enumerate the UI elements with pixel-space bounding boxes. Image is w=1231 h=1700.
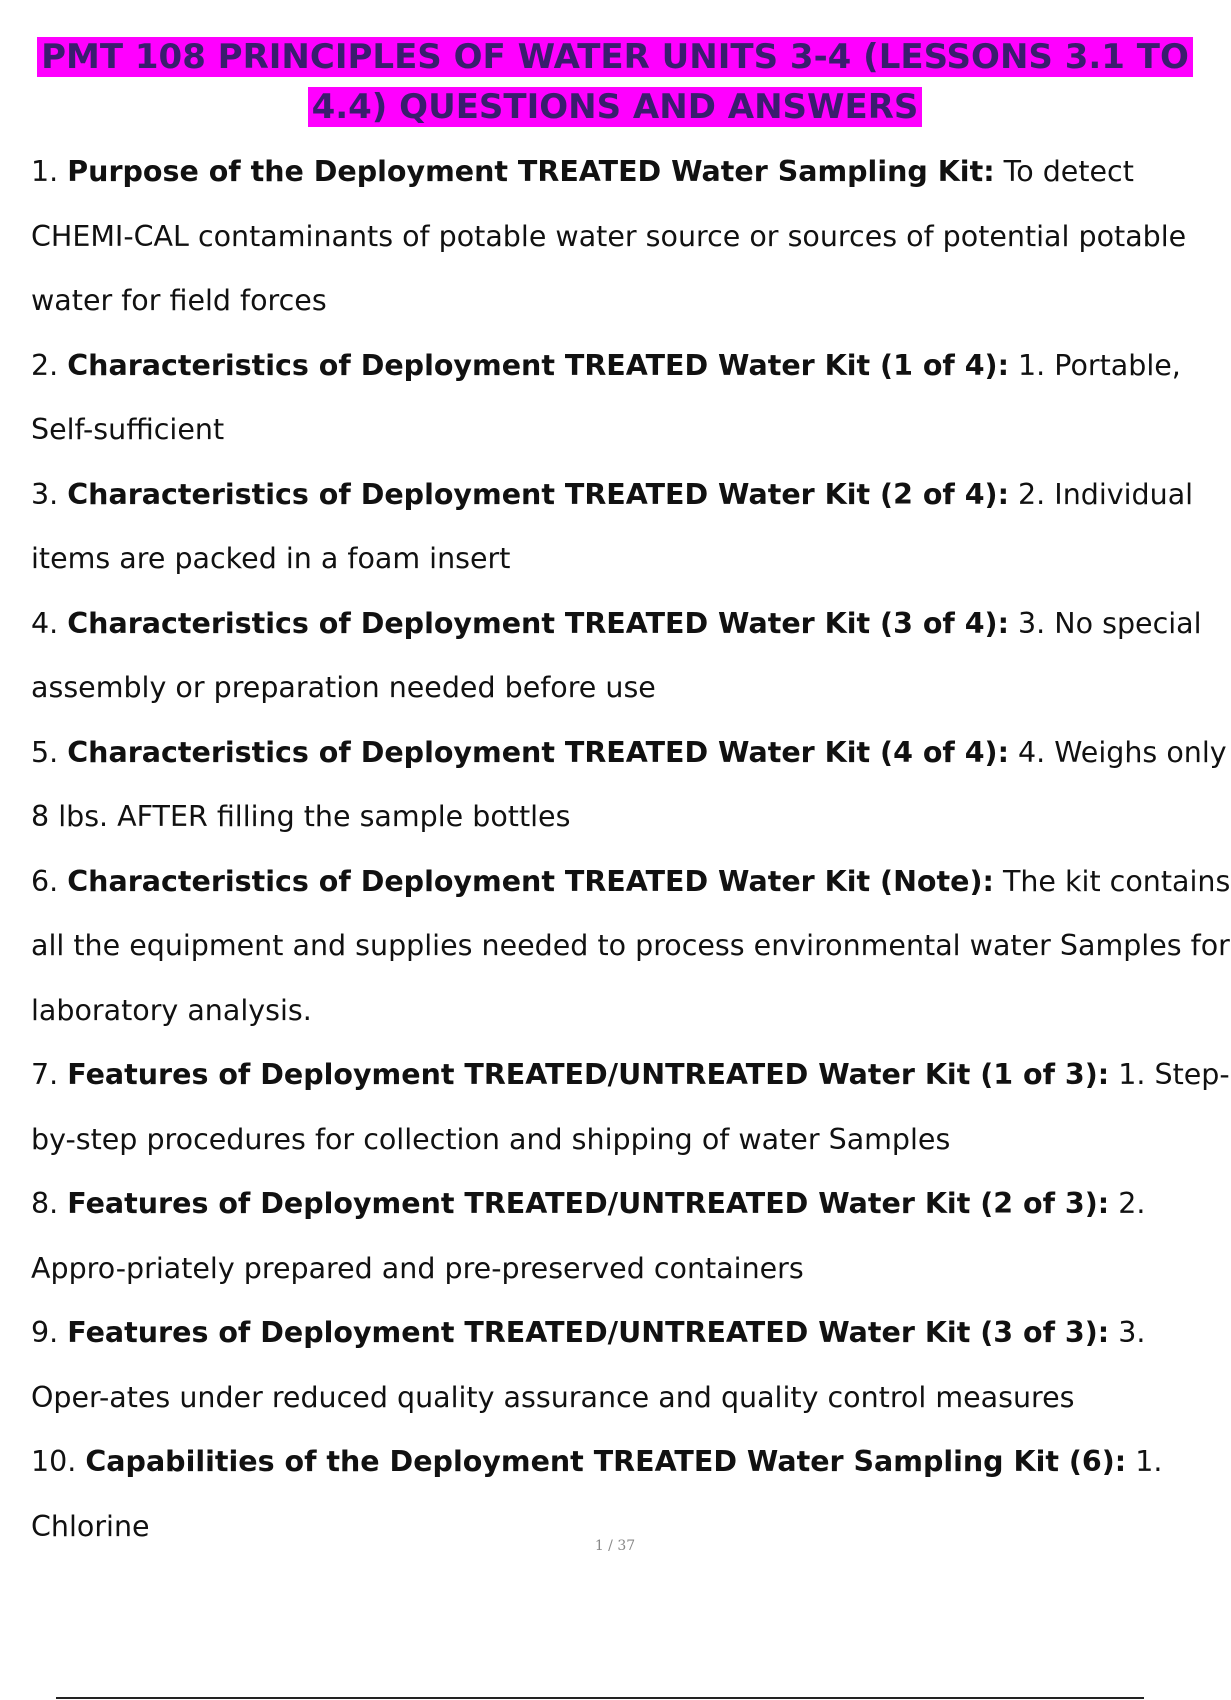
item-number: 10. xyxy=(31,1445,77,1478)
item-question: Characteristics of Deployment TREATED Water Kit (1 of 4): xyxy=(67,348,1009,382)
item-answer: 4. Weighs only 8 lbs. AFTER filling the sample bottles xyxy=(31,735,1227,833)
item-number: 8. xyxy=(31,1187,59,1220)
footer-divider xyxy=(56,1697,1144,1699)
title-line-2: 4.4) QUESTIONS AND ANSWERS xyxy=(308,87,923,127)
item-answer: 1. Chlorine xyxy=(31,1445,1163,1543)
item-question: Capabilities of the Deployment TREATED Water Sampling Kit (6): xyxy=(85,1445,1127,1478)
item-question: Features of Deployment TREATED/UNTREATED Water Kit (2 of 3): xyxy=(67,1187,1110,1220)
item-question: Characteristics of Deployment TREATED Water Kit (2 of 4): xyxy=(67,477,1009,511)
item-answer: The kit contains all the equipment and supplies needed to process environmental water Samples for laboratory analysis. xyxy=(31,864,1231,1027)
document-title xyxy=(0,32,1230,132)
item-answer: 3. No special assembly or preparation needed before use xyxy=(31,606,1202,704)
item-number: 9. xyxy=(31,1316,59,1349)
item-number: 4. xyxy=(31,606,59,640)
qa-item xyxy=(31,592,1231,721)
item-question: Characteristics of Deployment TREATED Water Kit (Note): xyxy=(67,864,994,898)
qa-item xyxy=(31,850,1231,1044)
qa-item xyxy=(31,140,1231,334)
item-answer: 2. Individual items are packed in a foam insert xyxy=(31,477,1194,575)
qa-item xyxy=(31,463,1231,592)
item-number: 6. xyxy=(31,864,59,898)
item-answer: 3. Oper-ates under reduced quality assurance and quality control measures xyxy=(31,1316,1146,1414)
qa-list xyxy=(31,140,1231,1559)
item-number: 5. xyxy=(31,735,59,769)
item-answer: 2. Appro-priately prepared and pre-preserved containers xyxy=(31,1187,1146,1285)
item-number: 1. xyxy=(31,155,59,188)
qa-item xyxy=(31,1172,1231,1301)
qa-item xyxy=(31,1301,1231,1430)
item-question: Characteristics of Deployment TREATED Water Kit (3 of 4): xyxy=(67,606,1009,640)
qa-item xyxy=(31,1043,1231,1172)
item-question: Purpose of the Deployment TREATED Water Sampling Kit: xyxy=(67,155,995,188)
item-question: Features of Deployment TREATED/UNTREATED Water Kit (3 of 3): xyxy=(67,1316,1110,1349)
item-question: Features of Deployment TREATED/UNTREATED Water Kit (1 of 3): xyxy=(67,1058,1110,1091)
item-question: Characteristics of Deployment TREATED Water Kit (4 of 4): xyxy=(67,735,1009,769)
page-number: 1 / 37 xyxy=(594,1538,636,1554)
qa-item xyxy=(31,334,1231,463)
item-answer: 1. Step-by-step procedures for collection and shipping of water Samples xyxy=(31,1058,1230,1156)
item-number: 7. xyxy=(31,1058,59,1091)
item-number: 3. xyxy=(31,477,59,511)
item-answer: 1. Portable, Self-sufficient xyxy=(31,348,1181,446)
qa-item xyxy=(31,721,1231,850)
title-line-1: PMT 108 PRINCIPLES OF WATER UNITS 3-4 (LESSONS 3.1 TO xyxy=(37,37,1193,77)
item-answer: To detect CHEMI-CAL contaminants of potable water source or sources of potential potable water for field forces xyxy=(31,155,1187,317)
item-number: 2. xyxy=(31,348,59,382)
